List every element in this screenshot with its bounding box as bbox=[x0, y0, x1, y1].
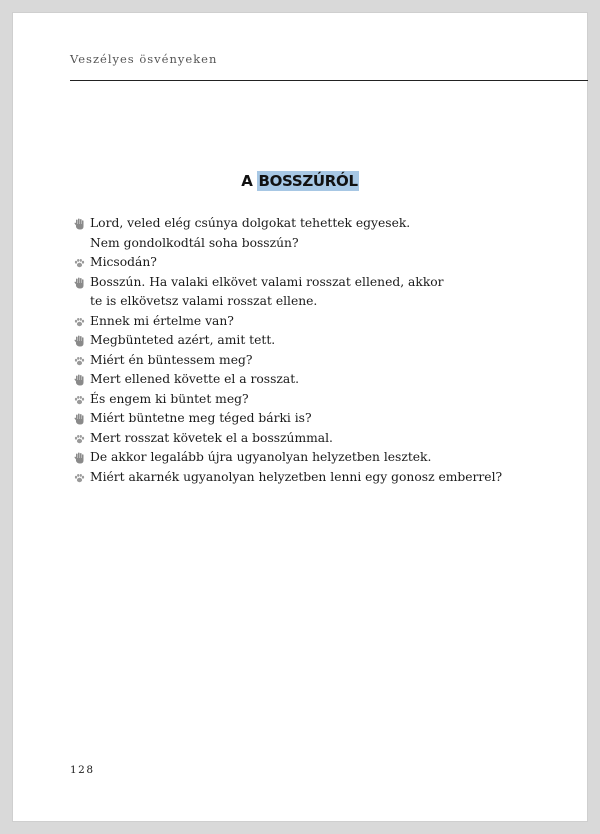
paw-icon bbox=[74, 316, 85, 328]
dialogue-line bbox=[74, 312, 574, 332]
dialogue-line bbox=[74, 409, 574, 429]
dialogue-line bbox=[74, 448, 574, 468]
chapter-title-prefix: A bbox=[241, 172, 258, 190]
hand-icon bbox=[74, 218, 85, 230]
hand-icon bbox=[74, 277, 85, 289]
dialogue-text: Mert rosszat követek el a bosszúmmal. bbox=[90, 430, 333, 445]
dialogue-text: Lord, veled elég csúnya dolgokat tehettek egyesek. bbox=[90, 216, 411, 230]
paw-icon bbox=[74, 257, 85, 269]
dialogue-text: Miért akarnék ugyanolyan helyzetben lenni egy gonosz emberrel? bbox=[90, 469, 503, 484]
dialogue-text: Bosszún. Ha valaki elkövet valami rosszat ellened, akkor bbox=[90, 274, 444, 289]
book-page bbox=[12, 12, 588, 822]
hand-icon bbox=[74, 452, 85, 464]
dialogue-line bbox=[74, 351, 574, 371]
hand-icon bbox=[74, 374, 85, 386]
running-head: Veszélyes ösvényeken bbox=[70, 52, 218, 66]
dialogue-text: Nem gondolkodtál soha bosszún? bbox=[90, 235, 299, 250]
dialogue-line bbox=[74, 468, 574, 488]
dialogue-line bbox=[74, 214, 574, 253]
dialogue-line bbox=[74, 429, 574, 449]
dialogue-text: De akkor legalább újra ugyanolyan helyzetben lesztek. bbox=[90, 450, 432, 464]
dialogue-text: te is elkövetsz valami rosszat ellene. bbox=[90, 294, 318, 308]
dialogue-text: Miért büntetne meg téged bárki is? bbox=[90, 411, 312, 425]
paw-icon bbox=[74, 394, 85, 406]
paw-icon bbox=[74, 355, 85, 367]
paw-icon bbox=[74, 433, 85, 445]
dialogue-line bbox=[74, 273, 574, 312]
chapter-title-highlight[interactable]: BOSSZÚRÓL bbox=[258, 172, 358, 190]
header-rule bbox=[70, 80, 588, 81]
page-number: 128 bbox=[70, 764, 95, 776]
hand-icon bbox=[74, 335, 85, 347]
hand-icon bbox=[74, 413, 85, 425]
dialogue-line bbox=[74, 331, 574, 351]
dialogue-text: És engem ki büntet meg? bbox=[90, 391, 249, 406]
dialogue-text: Micsodán? bbox=[90, 255, 157, 269]
chapter-title bbox=[12, 172, 588, 190]
dialogue-list bbox=[74, 214, 574, 487]
dialogue-text: Megbünteted azért, amit tett. bbox=[90, 333, 276, 347]
dialogue-line bbox=[74, 370, 574, 390]
dialogue-text: Mert ellened követte el a rosszat. bbox=[90, 372, 300, 386]
dialogue-text: Ennek mi értelme van? bbox=[90, 313, 234, 328]
dialogue-line bbox=[74, 390, 574, 410]
paw-icon bbox=[74, 472, 85, 484]
dialogue-line bbox=[74, 253, 574, 273]
dialogue-text: Miért én büntessem meg? bbox=[90, 352, 253, 367]
